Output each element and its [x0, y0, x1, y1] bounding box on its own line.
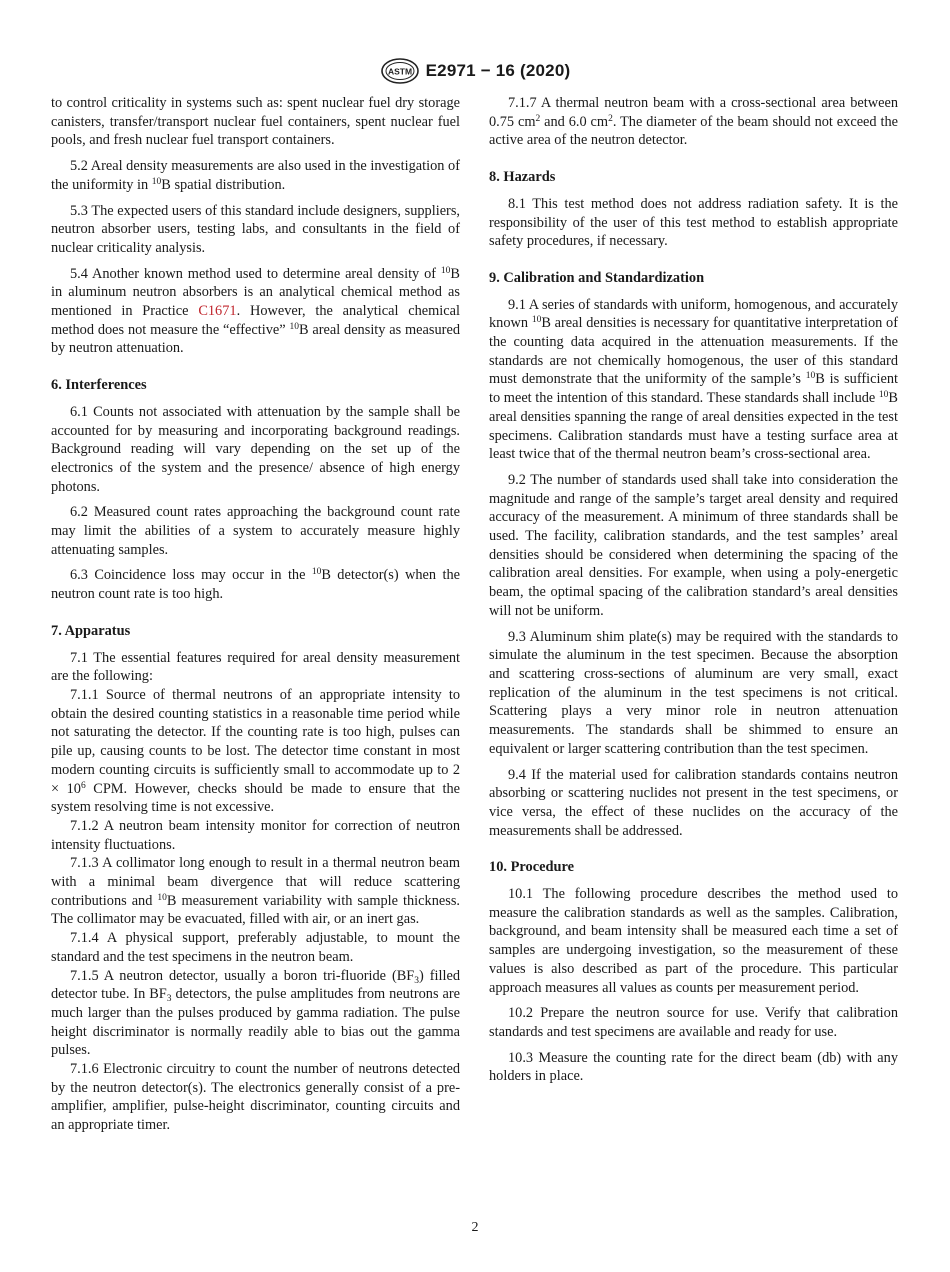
paragraph-10-3: 10.3 Measure the counting rate for the direct beam (db) with any holders in place. — [489, 1049, 898, 1085]
paragraph-6-3: 6.3 Coincidence loss may occur in the $^{10}$B detector(s) when the neutron count rate is too high. — [51, 567, 460, 603]
paragraph-5-4: 5.4 Another known method used to determine areal density of $^{10}$B in aluminum neutron absorbers is an analytical chemical method as mentioned in Practice C1671. However, the analytical chemical method does not measure the “effective” $^{10}$B areal density as measured by neutron attenuation. — [51, 265, 460, 357]
paragraph-7-1-2: 7.1.2 A neutron beam intensity monitor for correction of neutron intensity fluctuations. — [51, 817, 460, 853]
paragraph-9-1: 9.1 A series of standards with uniform, homogenous, and accurately known $^{10}$B areal densities is necessary for quantitative interpretation of the counting data acquired in the attenuation measurements. If the standards are not chemically homogenous, the user of this standard must demonstrate that the uniformity of the sample’s $^{10}$B is sufficient to meet the intention of this standard. These standards shall include $^{10}$B areal densities spanning the range of areal densities expected in the test specimens. Calibration standards must have a testing surface area at least twice that of the thermal neutron beam’s cross-sectional area. — [489, 296, 898, 463]
paragraph-9-4: 9.4 If the material used for calibration standards contains neutron absorbing or scattering nuclides not present in the test specimens, or vice versa, the effect of these nuclides on the accuracy of the measurements shall be addressed. — [489, 766, 898, 839]
paragraph-6-1: 6.1 Counts not associated with attenuation by the sample shall be accounted for by measuring and incorporating background readings. Background reading will vary depending on the set up of the electronics of the system and the presence/ absence of high energy photons. — [51, 403, 460, 495]
paragraph-8-1: 8.1 This test method does not address radiation safety. It is the responsibility of the user of this test method to establish appropriate safety procedures, if necessary. — [489, 195, 898, 250]
page-header — [0, 58, 950, 84]
paragraph-5-3: 5.3 The expected users of this standard include designers, suppliers, neutron absorber users, testing labs, and consultants in the field of nuclear criticality analysis. — [51, 202, 460, 256]
section-8-heading: 8. Hazards — [489, 169, 556, 186]
astm-logo-icon — [380, 58, 420, 84]
logo-text: ASTM — [387, 66, 412, 77]
section-6-heading: 6. Interferences — [51, 377, 147, 394]
paragraph-6-2: 6.2 Measured count rates approaching the background count rate may limit the abilities of a system to accurately measure highly attenuating samples. — [51, 504, 460, 558]
page-number: 2 — [471, 1220, 479, 1235]
left-column — [51, 94, 460, 1135]
right-column — [489, 94, 898, 1093]
paragraph-7-1-3: 7.1.3 A collimator long enough to result in a thermal neutron beam with a minimal beam divergence that will reduce scattering contributions and $^{10}$B measurement variability with sample thickness. The collimator may be evacuated, filled with air, or an inert gas. — [51, 855, 460, 928]
section-9-heading: 9. Calibration and Standardization — [489, 269, 705, 286]
paragraph-7-1-5: 7.1.5 A neutron detector, usually a boron tri-fluoride $(BF_3)$ filled detector tube. In $BF_3$ detectors, the pulse amplitudes from neutrons are much larger than the pulses produced by gamma radiation. The pulse height discriminator is normally readily able to bias out the gamma pulses. — [51, 967, 460, 1059]
paragraph-10-1: 10.1 The following procedure describes the method used to measure the calibration standards as well as the samples. Calibration, background, and beam intensity shall be measured each time a set of samples are undergoing investigation, so the measurement of these values is also described as part of the procedure. This particular approach measures all values as counts per measurement period. — [489, 886, 898, 996]
paragraph-7-1-7: 7.1.7 A thermal neutron beam with a cross-sectional area between 0.75 $cm^2$ and 6.0 $cm^2$. The diameter of the beam should not exceed the active area of the neutron detector. — [489, 95, 899, 149]
paragraph-7-1: 7.1 The essential features required for areal density measurement are the following: — [51, 649, 460, 685]
paragraph-7-1-1: 7.1.1 Source of thermal neutrons of an appropriate intensity to obtain the desired counting statistics in a reasonable time period while not saturating the detector. If the counting rate is too high, pulses can pile up, causing counts to be lost. The detector time constant in most modern counting circuits is sufficiently small to accommodate up to $2 \times 10^6$ CPM. However, checks should be made to ensure that the system resolving time is not excessive. — [51, 686, 460, 816]
paragraph-5-2: 5.2 Areal density measurements are also used in the investigation of the uniformity in $^{10}$B spatial distribution. — [51, 158, 460, 193]
document-designation: E2971 − 16 (2020) — [425, 61, 571, 80]
paragraph-continuation: to control criticality in systems such as: spent nuclear fuel dry storage canisters, transfer/transport nuclear fuel containers, spent nuclear fuel pools, and fresh nuclear fuel transport containers. — [51, 95, 460, 149]
paragraph-10-2: 10.2 Prepare the neutron source for use. Verify that calibration standards and test specimens are available and ready for use. — [489, 1005, 898, 1040]
paragraph-7-1-6: 7.1.6 Electronic circuitry to count the number of neutrons detected by the neutron detector(s). The electronics generally consist of a pre-amplifier, amplifier, pulse-height discriminator, counting circuits and an appropriate timer. — [51, 1061, 460, 1134]
paragraph-9-2: 9.2 The number of standards used shall take into consideration the magnitude and range of the sample’s target areal density and required accuracy of the measurement. A minimum of three standards shall be used. The facility, calibration standards, and the test samples’ areal densities should be considered when determining the spacing of the calibration areal densities. For example, when using a poly-energetic beam, the optimal spacing of the calibration standard’s areal densities will not be uniform. — [489, 471, 898, 619]
section-10-heading: 10. Procedure — [489, 859, 574, 876]
section-7-heading: 7. Apparatus — [51, 622, 131, 639]
paragraph-9-3: 9.3 Aluminum shim plate(s) may be required with the standards to simulate the aluminum in the test specimen. Because the absorption and scattering cross-sections of aluminum are very small, exact replication of the aluminum in the test specimens is not critical. Scattering plays a very minor role in neutron attenuation measurements. The standards shall be shimmed to ensure an equivalent or larger scattering contribution than the test specimen. — [489, 628, 898, 757]
practice-c1671-link[interactable]: C1671 — [198, 303, 237, 320]
paragraph-7-1-4: 7.1.4 A physical support, preferably adjustable, to mount the standard and the test specimens in the neutron beam. — [51, 930, 460, 965]
